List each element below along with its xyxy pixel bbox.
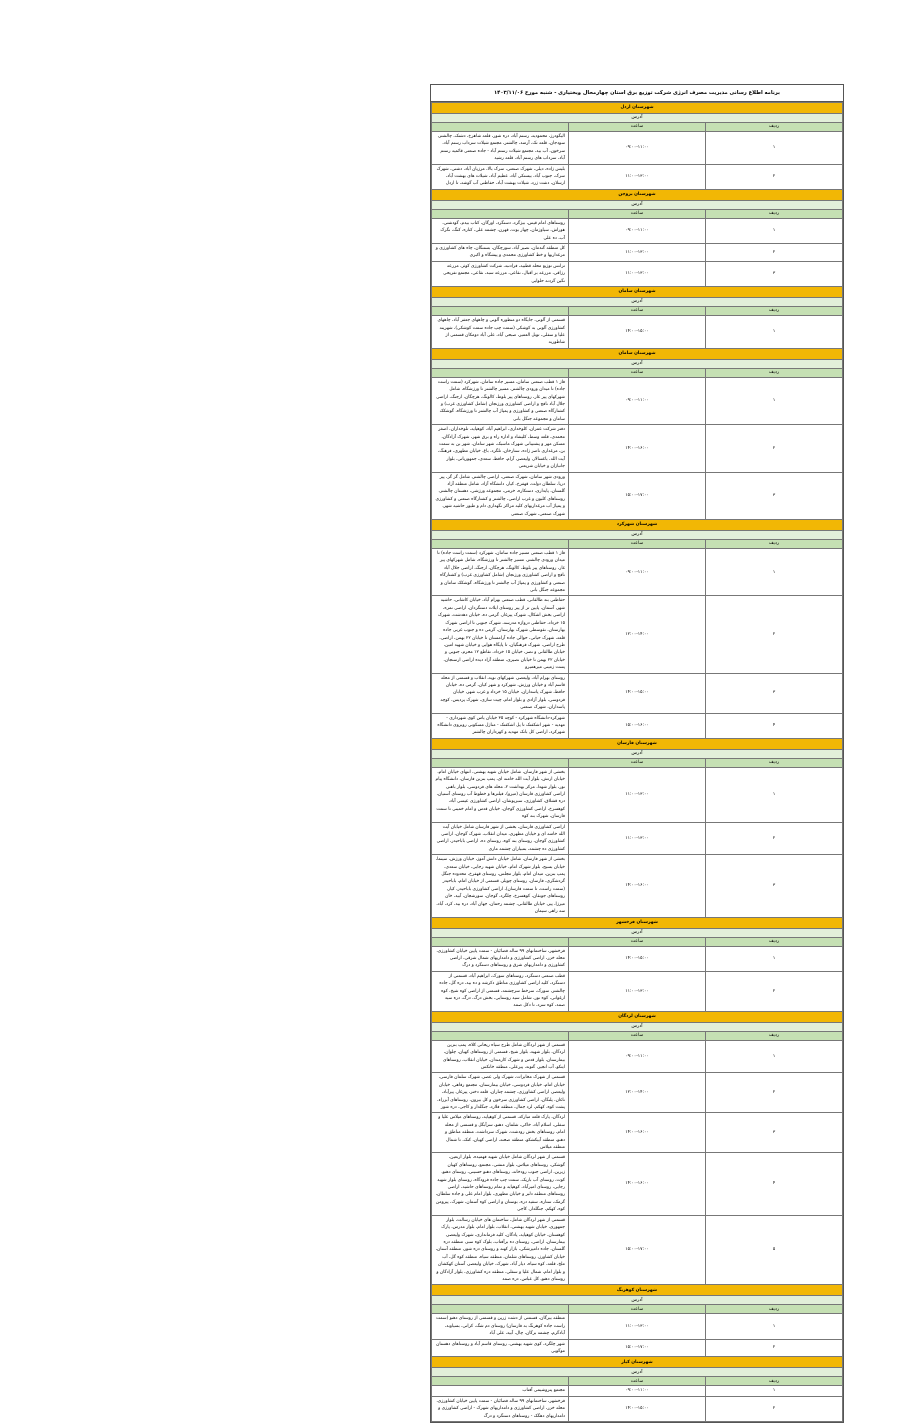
city-name: شهرستان سامان <box>432 287 843 298</box>
address-header-row <box>432 928 843 937</box>
table-row <box>432 673 843 713</box>
row-number: ۲ <box>706 1396 843 1421</box>
affected-areas: شهر چلگرد، کوی شهید بهشتی، روستای قاسم آباد و روستاهای دهستان موگویی <box>432 1339 569 1357</box>
address-header-row <box>432 531 843 540</box>
outage-hours: ۱۱:۰۰-۱۳:۰۰ <box>569 822 706 855</box>
row-number: ۱ <box>706 218 843 243</box>
table-row <box>432 971 843 1011</box>
schedule-table <box>431 102 843 1422</box>
outage-hours: ۰۹:۰۰-۱۱:۰۰ <box>569 1040 706 1073</box>
affected-areas: قسمتی از شهر لردگان شامل طرح سیاه ریحانی کلاه، پمپ بنزین لردگان، بلوار شهید، بلوار شیخ، قسمتی از روستاهای کهیان، چلوان، بیمارستان، بلوار قدس و شهرک کارمندان، خیابان انقلاب، روستاهای ایتکو، آب انجیر، گتوند، پیرعلی، منطقه خانکس <box>432 1040 569 1073</box>
row-number: ۱ <box>706 316 843 349</box>
column-header-row <box>432 209 843 218</box>
affected-areas: بخشی از شهر فارسان، شامل خیابان دانش آموز، خیابان ورزش، سینما، خیابان بسیج، بلوار شهرک امام، خیابان شهید رجایی، خیابان سعدی، پمپ بنزین، میدان امام، بلوار مجلس، روستای قهفرخ، محدوده جنگل گردشگری، فارسان، روستای چویلر، قسمتی از خیابان امام، باباحیدر (سمت راست، تا سمت فارسان)، اراضی کشاورزی باباحیدر، کیار، روستاهای جونقان، کوهسرخ، چلگرد، گوجان، سورشجان، آبید، خان میرزا، پیر، خیابان طالقانی، چشمه رحمان، جهان آباد، دره بید، کرد، آباد، سه راهی سیمان <box>432 855 569 917</box>
city-name: شهرستان سامان <box>432 348 843 359</box>
affected-areas: فرخشهر، ساختمانهای ۹۹ ساله فضائیان - سمت پایین خیابان کشاورزی، محله خزر، اراضی کشاورزی و دامداریهای شمال شرقی، اراضی کشاورزی و دامداریهای شرق و روستاهای دستگرد و درگ <box>432 946 569 971</box>
city-header-row <box>432 1357 843 1368</box>
address-header: آدرس <box>432 928 843 937</box>
outage-hours: ۱۵:۰۰-۱۷:۰۰ <box>569 1215 706 1285</box>
outage-hours: ۱۴:۰۰-۱۵:۰۰ <box>569 673 706 713</box>
affected-areas: شهرکرد-دانشگاه شهرکرد - کوچه ۳۵ خیابان یاس کوی شهرداری - مهدیه - شهر اشکفتک تا پل اشکفتک - منازل مسکونی روبروی دانشگاه شهرکرد، اراضی کل بانک مهدیه و کهرداران چالشتر <box>432 713 569 738</box>
address-column-header <box>432 123 569 132</box>
row-number-header: ردیف <box>706 123 843 132</box>
table-row <box>432 1153 843 1215</box>
schedule-document <box>430 84 844 1423</box>
address-header: آدرس <box>432 531 843 540</box>
row-number: ۱ <box>706 1386 843 1396</box>
city-name: شهرستان فارسان <box>432 738 843 749</box>
table-row <box>432 316 843 349</box>
city-name: شهرستان شهرکرد <box>432 520 843 531</box>
outage-hours: ۰۹:۰۰-۱۱:۰۰ <box>569 377 706 424</box>
hour-header: ساعت <box>569 937 706 946</box>
row-number: ۵ <box>706 1215 843 1285</box>
city-name: شهرستان فرخشهر <box>432 917 843 928</box>
table-row <box>432 261 843 286</box>
address-header-row <box>432 1022 843 1031</box>
document-title: برنامه اطلاع رسانی مدیریت مصرف انرژی شرکت توزیع برق استان چهارمحال وبختیاری - شنبه مورخ ۱۴۰۳/۱۱/۰۶ <box>431 85 843 102</box>
affected-areas: منطقه بیرگان، قسمتی از دشت زرین و قسمتی از روستای دهنو (سمت راست جاده کوهرنگ به فارسان) روستای دم شگ، کراتی، بسیاوند، آبادگرم، چشمه برگان، چال، آبید، علی آباد <box>432 1314 569 1339</box>
column-header-row <box>432 307 843 316</box>
address-header: آدرس <box>432 114 843 123</box>
affected-areas: فاز ۱ قطب صنعتی مسیر جاده سامان، شهرکرد (سمت راست جاده) تا میدان ورودی چالشتر، مسیر چالشتر تا ورزشگاه، شامل شهرکهای پیر غار، روستاهای پیر بلوط، کالونگ، هرچگان، ارجنگ، اراضی جلال آباد نافچ و اراضی کشاورزی ورزنجان (شامل کشاورزی غرب) و کشتارگاه صنعتی و کشاورزی و پمپاژ آب چالشتر تا ورزشگاه، گوشکک سامان و مجموعه جنگل بانی <box>432 549 569 596</box>
row-number-header: ردیف <box>706 1031 843 1040</box>
address-header-row <box>432 749 843 758</box>
outage-hours: ۱۴:۰۰-۱۶:۰۰ <box>569 1153 706 1215</box>
row-number: ۱ <box>706 767 843 822</box>
table-row <box>432 1314 843 1339</box>
row-number: ۴ <box>706 713 843 738</box>
city-header-row <box>432 738 843 749</box>
hour-header: ساعت <box>569 1377 706 1386</box>
table-row <box>432 244 843 262</box>
outage-hours: ۱۱:۰۰-۱۳:۰۰ <box>569 164 706 189</box>
outage-hours: ۱۴:۰۰-۱۶:۰۰ <box>569 855 706 917</box>
row-number: ۳ <box>706 472 843 519</box>
row-number: ۱ <box>706 377 843 424</box>
address-column-header <box>432 368 569 377</box>
address-header: آدرس <box>432 298 843 307</box>
row-number: ۲ <box>706 425 843 472</box>
outage-hours: ۱۵:۰۰-۱۶:۰۰ <box>569 713 706 738</box>
address-column-header <box>432 540 569 549</box>
outage-hours: ۱۵:۰۰-۱۷:۰۰ <box>569 1339 706 1357</box>
row-number: ۳ <box>706 1113 843 1153</box>
table-row <box>432 596 843 673</box>
outage-hours: ۱۱:۰۰-۱۳:۰۰ <box>569 767 706 822</box>
affected-areas: قسمتی از شهرک مخابرات، شهرک ولی عصر، شهرک سلمان فارسی، خیابان امام، خیابان فردوسی، خیابان بیمارستان، مجتمع رفاهی، خیابان ولیعصر، اراضی کشاورزی، چشمه چناران، قلعه دختر، پیرغار، پیرآباد، ناغان، پلنگان، اراضی کشاورزی سرخون و کل بیرون، روستاهای آبزراء، پشت کوه، کهکم، لرد جمال، منطقه فلارد، جنگلدار و کاجی، دره شور <box>432 1073 569 1113</box>
affected-areas: ورودی شهر سامان، شهرک صنعتی، اراضی چالشتر، شامل گز گز، پیر دریا، سلطان دولت، قهفرخ، کیار، دانشگاه آزاد، شامل منطقه آزاد گلستان، پایداری، دستکاره، خرمی، مجموعه ورزشی، دهستان چالشتر، روستاهای کلبون و غرب اراضی، چالشتر و کشتارگاه صنعتی و کشاورزی و پمپاژ آب مرغداریهای کلیه مراکز نگهداری دام و طیور حاشیه شهر، شهرک صنعتی، شهرک صنعتی <box>432 472 569 519</box>
outage-hours: ۱۲:۰۰-۱۴:۰۰ <box>569 596 706 673</box>
table-row <box>432 377 843 424</box>
affected-areas: فاز ۱ قطب صنعتی سامان، مسیر جاده سامان، شهرکرد (سمت راست جاده) تا میدان ورودی چالشتر، مسیر چالشتر تا ورزشگاه، شامل شهرکهای پیر غار، روستاهای پیر بلوط، کالونگ، هرچگان، ارجنگ، اراضی جلال آباد نافچ و اراضی کشاورزی ورزنجان (شامل کشاورزی غرب) و کشتارگاه صنعتی و کشاورزی و پمپاژ آب چالشتر تا ورزشگاه، گوشکک سامان و مجموعه جنگل بانی <box>432 377 569 424</box>
table-row <box>432 855 843 917</box>
hour-header: ساعت <box>569 540 706 549</box>
affected-areas: مجتمع پتروشیمی آفتاب <box>432 1386 569 1396</box>
affected-areas: دفتر شرکت عمران، کلوخداری، ابراهیم آباد، کوهپایه، تلوخداران، اصغر محمدی، قلعه وسط، کلیشاد و اداره راه و برق شهر، شهرک آزادگان، مسکن مهر و پشتیبانی شهرک ماسبک، شهر سامان، شهر بن به سمت بن، مرغداری ناصر زاده، ستارخان، تلگرد، باغ، خیابان مطهری، فرهنگ، آیت الله، باغسالار، ولیعصر، آرام، حافظ، سعدی، جمهوریاتی، بلوار جانبازان و خیابان شریعتی <box>432 425 569 472</box>
table-row <box>432 767 843 822</box>
address-header: آدرس <box>432 200 843 209</box>
outage-hours: ۱۱:۰۰-۱۳:۰۰ <box>569 261 706 286</box>
table-row <box>432 713 843 738</box>
affected-areas: بلیس زاده، دیلی، شهرک صنعتی، سرک بالا، مرزیان آباد، دشتی، شهرک سرک، جنوب آباد، بیستکی آباد، عظیم آباد، شیلات های بهشت آباد، ارسلان، دشت زرد، شیلات بهشت آباد، حفاظتی آب گوشه، تا اردل <box>432 164 569 189</box>
table-row <box>432 472 843 519</box>
row-number: ۴ <box>706 1153 843 1215</box>
table-row <box>432 549 843 596</box>
row-number: ۱ <box>706 1040 843 1073</box>
city-name: شهرستان لردگان <box>432 1011 843 1022</box>
outage-hours: ۱۴:۰۰-۱۵:۰۰ <box>569 316 706 349</box>
outage-hours: ۱۱:۰۰-۱۳:۰۰ <box>569 244 706 262</box>
outage-hours: ۱۱:۰۰-۱۳:۰۰ <box>569 1314 706 1339</box>
table-row <box>432 1339 843 1357</box>
affected-areas: فرخشهر، ساختمانهای ۹۹ ساله فضائیان - سمت پایین خیابان کشاورزی، محله خزر، اراضی کشاورزی و دامداریهای شهرک - اراضی کشاورزی و دامداریهای دهگک - روستاهای دستگرد و درگ <box>432 1396 569 1421</box>
row-number: ۱ <box>706 1314 843 1339</box>
address-column-header <box>432 1377 569 1386</box>
outage-hours: ۱۲:۰۰-۱۴:۰۰ <box>569 1073 706 1113</box>
hour-header: ساعت <box>569 1031 706 1040</box>
affected-areas: الیگودرز، محمودیه، رستم آباد، دره شور، قلعه شاهرخ، دشتک، چالشتر، سودجان، قلعه تک، آرمند، چالشتر، مجتمع شیلات سرداب رستم آباد، سرخون، آب بید، مجتمع شیلات رستم آباد - جاده صنعتی قائمیه رستم آباد، سرداب های رستم آباد، قلعه رشید <box>432 132 569 165</box>
table-row <box>432 1040 843 1073</box>
row-number-header: ردیف <box>706 368 843 377</box>
city-name: شهرستان بروجن <box>432 189 843 200</box>
row-number-header: ردیف <box>706 1377 843 1386</box>
table-row <box>432 425 843 472</box>
row-number: ۳ <box>706 261 843 286</box>
address-header-row <box>432 1368 843 1377</box>
city-header-row <box>432 189 843 200</box>
row-number: ۲ <box>706 596 843 673</box>
affected-areas: حفاظتی بند طالقانی، قطب صنعتی بهرام آباد، خیابان کاشانی، حاشیه شهر، آسمان، پایین تر از پیر روستای ایلات دستگردان، اراضی نمره، اراضی بخش اشکال، شهرک پیرغار، گرمی ده، خیابان دهدشت، شهرک ۱۵ خرداد، حفاظتی دروازه مدرسه، شهرک جنوبی تا اراضی شهرک بهارستان، نقوسطی شهرک بهارستان، گرمی ده و جنوب غربی جاده قلعه، شهرک حیاتی، حوالی جاده آرامستان تا خیابان ۲۲ بهمن، اراضی، طرح اراضی، شهرک فرهنگیان، تا پایگاه هوایی و خیابان شهید امین، خیابان طالقانی و نصر، خیابان ۱۵ خرداد، تقاطع ۱۲ محرم، جنوبی و خیابان ۲۲ بهمن تا خیابان نصیری، منطقه آزاد دیده اراضی ارسنجان، پست زمینی میرهمیرو <box>432 596 569 673</box>
address-header-row <box>432 114 843 123</box>
affected-areas: قسمتی از شهر لردگان شامل، ساختمان های خیابان رسالت، بلوار جمهوری، خیابان شهید بهشتی، انقلاب، بلوار امام، بلوار مدرس، پارک کوهستان، خیابان کوهپایه، پادگان، کلیه فرمانداری، شهرک ولیعصر، بیمارستان، اراضی، روستای ده برآفتاب، بلوک کوه سبز، منطقه دره گلستان، جاده دامپزشکی، بازار کهنه و روستای دره شور، منطقه آستان، خیابان کشاورز، روستاهای شلمان، منطقه سیاه، منطقه کوه گل، آب ملخ، قلعه، کوه سیاه، دیار آباد، شهرک، خیابان ولیعصر، آستان کهکشان و بلوار امام، شمال علیا و سفلی، منطقه دره کشاورزی، بلوار آزادگان و روستای دهنو، کل عباس، دره صمد <box>432 1215 569 1285</box>
affected-areas: لردگان، پارک قلعه مبارکه، قسمتی از کوهپایه، روستاهای میلاس علیا و سفلی، اسلام آباد، خاکی، شلمان، دهنو، سرآبگل و قسمتی از محله امام، روستاهای بخش رودشت، شهرک سرداشت، منطقه مناطق و دهنو، منطقه آبیکشکو، منطقه صحنه، اراضی کهیان، کتک، تا شمال منطقه میلاس <box>432 1113 569 1153</box>
row-number: ۲ <box>706 1073 843 1113</box>
table-row <box>432 1073 843 1113</box>
row-number: ۲ <box>706 164 843 189</box>
address-header: آدرس <box>432 1296 843 1305</box>
address-header-row <box>432 298 843 307</box>
address-header-row <box>432 359 843 368</box>
hour-header: ساعت <box>569 1305 706 1314</box>
table-row <box>432 164 843 189</box>
hour-header: ساعت <box>569 368 706 377</box>
row-number-header: ردیف <box>706 209 843 218</box>
row-number: ۲ <box>706 1339 843 1357</box>
row-number-header: ردیف <box>706 1305 843 1314</box>
city-header-row <box>432 1011 843 1022</box>
column-header-row <box>432 123 843 132</box>
city-header-row <box>432 1285 843 1296</box>
address-header-row <box>432 200 843 209</box>
outage-hours: ۰۹:۰۰-۱۱:۰۰ <box>569 132 706 165</box>
city-name: شهرستان کوهرنگ <box>432 1285 843 1296</box>
column-header-row <box>432 758 843 767</box>
hour-header: ساعت <box>569 123 706 132</box>
address-header: آدرس <box>432 1368 843 1377</box>
table-row <box>432 946 843 971</box>
outage-hours: ۱۴:۰۰-۱۶:۰۰ <box>569 1113 706 1153</box>
column-header-row <box>432 1031 843 1040</box>
affected-areas: قسمتی از شهر لردگان شامل خیابان شهید فهمیده، بلوار اربعین، گوشکی، روستاهای میلاس، بلوار منشی، مجتمع، روستاهای کهیان زیرین، اراضی جنوب رودخانه، روستاهای دهنو حسینی، روستای دهنو، کوت، روستای آب باریک، سمت چپ جاده فرودگاه، روستای بلوار شهید رجایی، روستای امیرآباد، کوهپایه و تمام روستاهای حاشیه، اراضی روستاهای منطقه دلبر و خیابان مطهری، بلوار امام علی و جاده سلطان، گرمک، ستاره، سفید دره، بوستان و اراضی کوه آسمان، شهرک، پیرومن کوه، کهکم، جنگلدار، کاجی <box>432 1153 569 1215</box>
table-row <box>432 1113 843 1153</box>
table-row <box>432 218 843 243</box>
hour-header: ساعت <box>569 307 706 316</box>
outage-hours: ۱۱:۰۰-۱۳:۰۰ <box>569 971 706 1011</box>
schedule-table-body <box>432 103 843 1422</box>
hour-header: ساعت <box>569 758 706 767</box>
address-column-header <box>432 758 569 767</box>
outage-hours: ۰۹:۰۰-۱۱:۰۰ <box>569 549 706 596</box>
row-number-header: ردیف <box>706 307 843 316</box>
outage-hours: ۰۹:۰۰-۱۱:۰۰ <box>569 1386 706 1396</box>
city-header-row <box>432 103 843 114</box>
row-number: ۲ <box>706 971 843 1011</box>
table-row <box>432 132 843 165</box>
affected-areas: کل منطقه گندمان، نصیر آباد، سورچگان، بستنگان، چاه های کشاورزی و مرغداریها و خط کشاورزی محمدی و پیشگاه و اکبری <box>432 244 569 262</box>
row-number-header: ردیف <box>706 937 843 946</box>
table-row <box>432 1396 843 1421</box>
city-header-row <box>432 520 843 531</box>
outage-hours: ۱۴:۰۰-۱۵:۰۰ <box>569 946 706 971</box>
city-header-row <box>432 917 843 928</box>
city-name: شهرستان کیار <box>432 1357 843 1368</box>
row-number: ۳ <box>706 855 843 917</box>
address-column-header <box>432 1031 569 1040</box>
affected-areas: قطب صنعتی دستگرد، روستاهای سورک، ابراهیم آباد، قسمتی از دستگرد، کلیه اراضی کشاورزی مناطق دکرشه و ده بید، دره گل، جاده چالشتر، سورک، سرخط سرچشمه، قسمتی از اراضی کوه شیخ، کوه ارغوانی، کوه نور، شامل سید روستایی، بخش درگ، درگ، دره سید صمد، کوه سرد، تا دکل صمد <box>432 971 569 1011</box>
address-column-header <box>432 937 569 946</box>
address-header: آدرس <box>432 749 843 758</box>
address-column-header <box>432 1305 569 1314</box>
address-header: آدرس <box>432 359 843 368</box>
city-header-row <box>432 348 843 359</box>
row-number: ۳ <box>706 673 843 713</box>
column-header-row <box>432 540 843 549</box>
city-name: شهرستان اردل <box>432 103 843 114</box>
address-header-row <box>432 1296 843 1305</box>
row-number-header: ردیف <box>706 540 843 549</box>
address-column-header <box>432 209 569 218</box>
city-header-row <box>432 287 843 298</box>
table-row <box>432 1386 843 1396</box>
row-number: ۲ <box>706 244 843 262</box>
outage-hours: ۱۵:۰۰-۱۷:۰۰ <box>569 472 706 519</box>
affected-areas: قسمتی از آلونی، جایگاه دو منظوره آلونی و چاههای جعفر آباد، چاههای کشاورزی آلونی به کوشکی (سمت چپ جاده سمت کوشکی)، شهرینه علیا و سفلی، تونل العمیر، صبحی آباد، علی آباد دومکان قسمتی از شاطوریه <box>432 316 569 349</box>
affected-areas: روستای بهرام آباد، ولیعصر، شهرکهای نوید، انقلاب و قسمتی از محله قاسم آباد و خیابان ورزش، شهرکرد و شهر کیان، گرمی ده، خیابان حافظ، شهرک پاسداران، خیابان ۱۵ خرداد و غرب شهر، خیابان فردوسی، بلوار آزادی و بلوار امام، چیت سازی، شهرک پردیس، کوچه پاسداران، شهرک صنعتی <box>432 673 569 713</box>
affected-areas: ترانس توزیع محله قطبیه، فرادنبه، شرکت کشاورزی کوثر، مزرعه رزاقی، مزرعه بر اقبال، نقاعی، مزرعه سبد، نقاعی، مجتمع تفریحی نگین گردنه حلوایی <box>432 261 569 286</box>
row-number: ۲ <box>706 822 843 855</box>
hour-header: ساعت <box>569 209 706 218</box>
address-header: آدرس <box>432 1022 843 1031</box>
outage-hours: ۱۴:۰۰-۱۶:۰۰ <box>569 425 706 472</box>
row-number: ۱ <box>706 132 843 165</box>
row-number: ۱ <box>706 946 843 971</box>
outage-hours: ۱۴:۰۰-۱۵:۰۰ <box>569 1396 706 1421</box>
row-number: ۱ <box>706 549 843 596</box>
table-row <box>432 1215 843 1285</box>
column-header-row <box>432 937 843 946</box>
table-row <box>432 822 843 855</box>
affected-areas: بخشی از شهر فارسان، شامل خیابان شهید بهشتی، انتهای خیابان امام، خیابان ارتش، بلوار آیت الله خامنه ای، پمپ بنزین فارسان، دانشگاه پیام نور، بلوار شهدا، مرکز بهداشت ۲، محله های فردوسی، بلوار باهنر، اراضی کشاورزی فارسان (میرو)، فیلترها و خطوط آب روستای آستیان، دره قشلاق، کشاورزی، سبزپوشان، اراضی کشاورزی عیسی آباد، کوهسرخ، اراضی کشاورزی گوجان، خیابان قدس و امام خمینی تا سمت فارسان، شهرک بنه کوه <box>432 767 569 822</box>
column-header-row <box>432 1305 843 1314</box>
affected-areas: اراضی کشاورزی فارسان، بخشی از شهر فارسان شامل خیابان آیت الله خامنه ای و خیابان مطهری، میدان انقلاب، شهرک گوجان، اراضی کشاورزی گوجان، روستای بنه کوه، روستای ده، اراضی باباحیدر، اراضی کشاورزی ده چشمه، بمبیاران چشمه ماری <box>432 822 569 855</box>
column-header-row <box>432 1377 843 1386</box>
row-number-header: ردیف <box>706 758 843 767</box>
address-column-header <box>432 307 569 316</box>
affected-areas: روستاهای امام قیس، بیژگرد، دستگرد، اورگان، کتاب بیدم، گودشتی، هوراش، سیاوزمان، چهار بوت، قهرن، چشمه علی، کناره، کنگ، نگرک آب، ده علی <box>432 218 569 243</box>
outage-hours: ۰۹:۰۰-۱۱:۰۰ <box>569 218 706 243</box>
column-header-row <box>432 368 843 377</box>
